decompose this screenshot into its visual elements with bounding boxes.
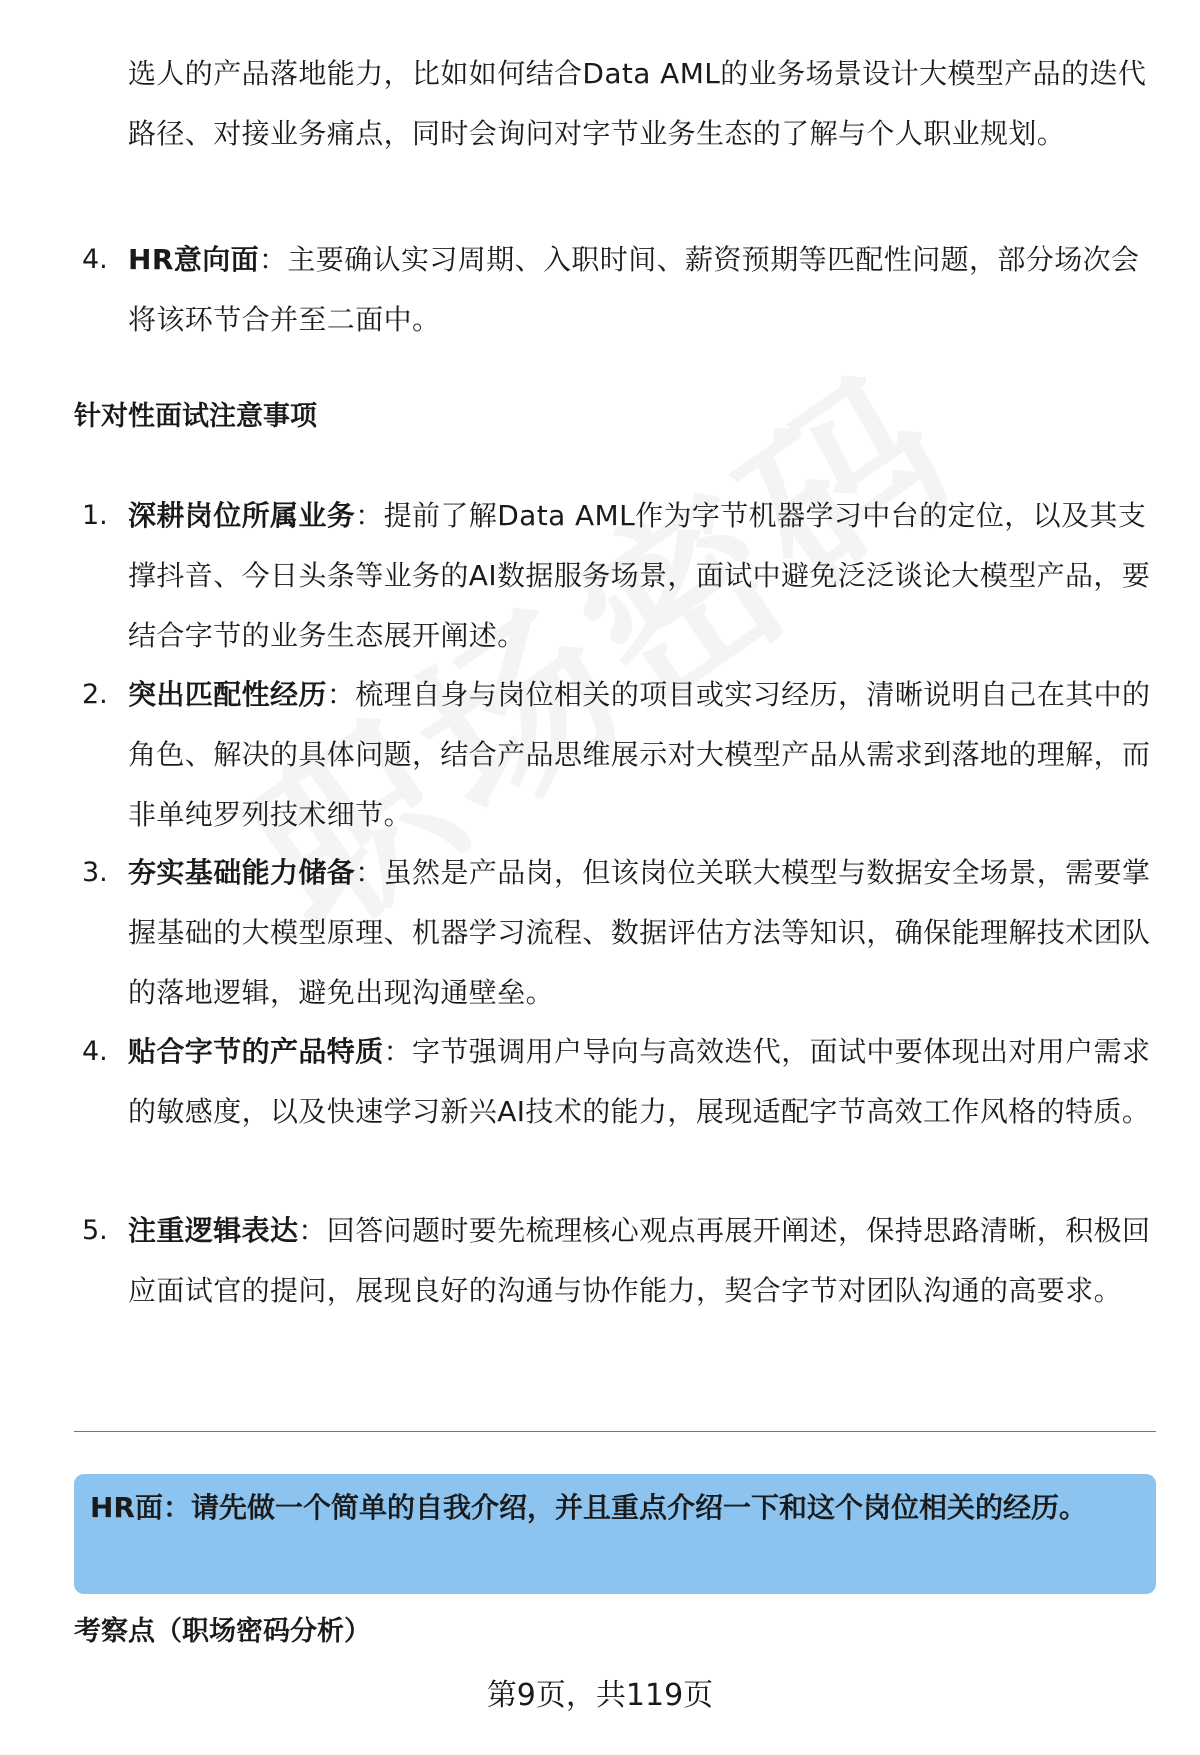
tip-body [128,665,1158,845]
tip-text: ：回答问题时要先梳理核心观点再展开阐述，保持思路清晰，积极回应面试官的提问，展现良好的沟通与协作能力，契合字节对团队沟通的高要求。 [128,1214,1151,1307]
tip-text: ：字节强调用户导向与高效迭代，面试中要体现出对用户需求的敏感度，以及快速学习新兴AI技术的能力，展现适配字节高效工作风格的特质。 [128,1035,1151,1128]
process-item-label: HR意向面 [128,243,259,276]
tip-body [128,1022,1158,1142]
analysis-heading: 考察点（职场密码分析） [74,1616,371,1647]
question-box [74,1474,1156,1594]
tip-number: 5. [82,1215,108,1246]
section-divider [74,1431,1156,1432]
tip-label: 注重逻辑表达 [128,1214,299,1247]
tip-label: 贴合字节的产品特质 [128,1035,384,1068]
tip-text: ：提前了解Data AML作为字节机器学习中台的定位，以及其支撑抖音、今日头条等业务的AI数据服务场景，面试中避免泛泛谈论大模型产品，要结合字节的业务生态展开阐述。 [128,499,1151,652]
process-item-text: ：主要确认实习周期、入职时间、薪资预期等匹配性问题，部分场次会将该环节合并至二面中。 [128,243,1140,336]
tip-text: ：梳理自身与岗位相关的项目或实习经历，清晰说明自己在其中的角色、解决的具体问题，结合产品思维展示对大模型产品从需求到落地的理解，而非单纯罗列技术细节。 [128,678,1151,831]
tip-body [128,1201,1158,1321]
tip-label: 深耕岗位所属业务 [128,499,356,532]
tip-text: ：虽然是产品岗，但该岗位关联大模型与数据安全场景，需要掌握基础的大模型原理、机器学习流程、数据评估方法等知识，确保能理解技术团队的落地逻辑，避免出现沟通壁垒。 [128,856,1151,1009]
tip-number: 4. [82,1036,108,1067]
tip-number: 1. [82,500,108,531]
tip-body [128,843,1158,1023]
process-item-number: 4. [82,244,108,275]
tip-label: 突出匹配性经历 [128,678,327,711]
tip-number: 3. [82,857,108,888]
intro-continuation-text: 选人的产品落地能力，比如如何结合Data AML的业务场景设计大模型产品的迭代路径、对接业务痛点，同时会询问对字节业务生态的了解与个人职业规划。 [128,57,1147,150]
page-footer: 第9页，共119页 [486,1678,714,1713]
tip-body [128,486,1158,666]
process-item-body [128,230,1158,350]
tip-label: 夯实基础能力储备 [128,856,356,889]
section-heading: 针对性面试注意事项 [74,401,317,432]
question-text: HR面：请先做一个简单的自我介绍，并且重点介绍一下和这个岗位相关的经历。 [90,1491,1087,1524]
tip-number: 2. [82,679,108,710]
